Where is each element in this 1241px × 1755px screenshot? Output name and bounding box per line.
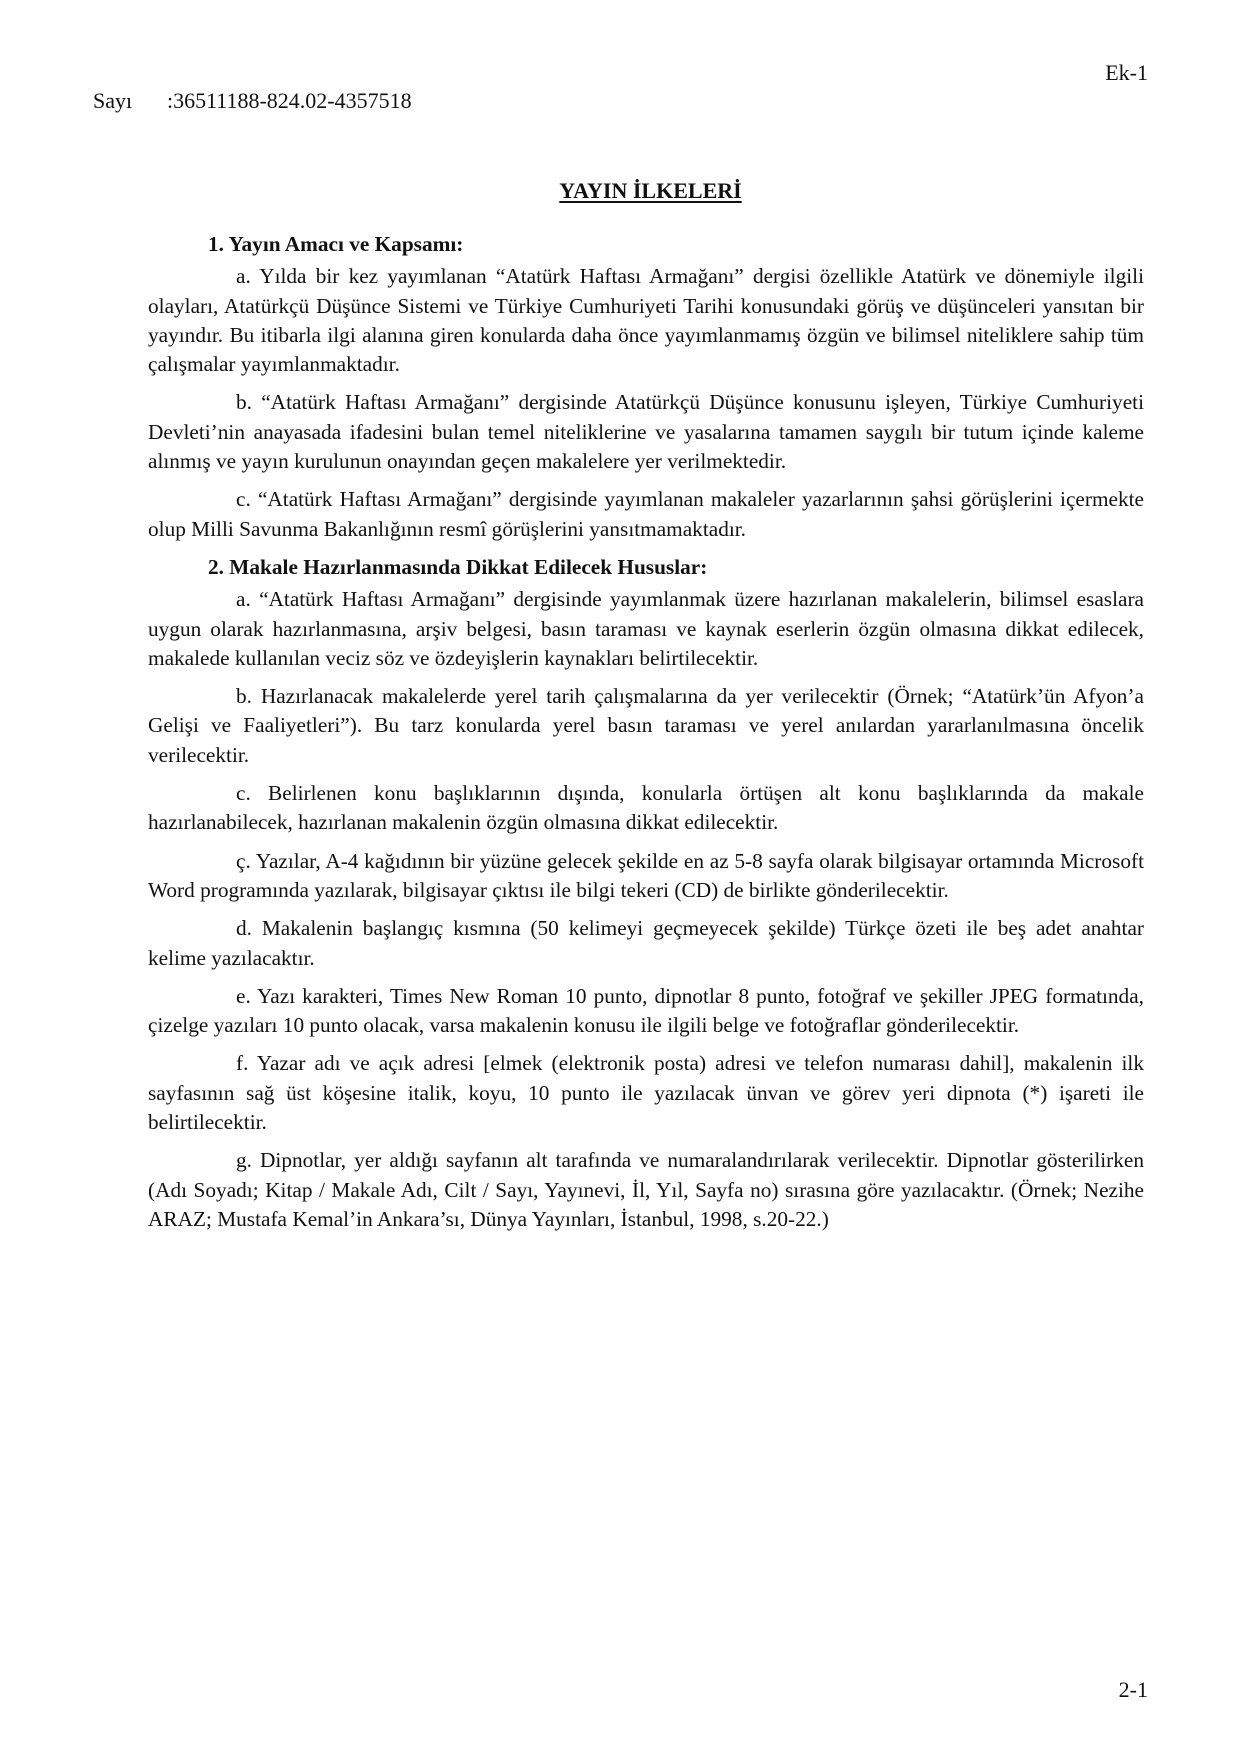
- paragraph: c. Belirlenen konu başlıklarının dışında, konularla örtüşen alt konu başlıklarında da makale hazırlanabilecek, hazırlanan makalenin özgün olmasına dikkat edilecektir.: [148, 781, 1144, 835]
- paragraph: a. Yılda bir kez yayımlanan “Atatürk Haftası Armağanı” dergisi özellikle Atatürk ve dönemiyle ilgili olayları, Atatürkçü Düşünce Sistemi ve Türkiye Cumhuriyeti Tarihi konusundaki görüş ve düşünceleri yansıtan bir yayındır. Bu itibarla ilgi alanına giren konularda daha önce yayımlanmamış özgün ve bilimsel niteliklere sahip tüm çalışmalar yayımlanmaktadır.: [148, 264, 1144, 377]
- document-body: [148, 230, 1144, 1243]
- section-heading: 2. Makale Hazırlanmasında Dikkat Edilecek Hususlar:: [208, 554, 708, 579]
- document-title: YAYIN İLKELERİ: [559, 178, 742, 203]
- section-purpose-scope: [148, 230, 1144, 544]
- paragraph: c. “Atatürk Haftası Armağanı” dergisinde yayımlanan makaleler yazarlarının şahsi görüşlerini içermekte olup Milli Savunma Bakanlığının resmî görüşlerini yansıtmamaktadır.: [148, 487, 1144, 541]
- reference-number: [93, 88, 412, 114]
- paragraph: d. Makalenin başlangıç kısmına (50 kelimeyi geçmeyecek şekilde) Türkçe özeti ile beş adet anahtar kelime yazılacaktır.: [148, 916, 1144, 970]
- annex-label: Ek-1: [1105, 60, 1148, 85]
- paragraph: f. Yazar adı ve açık adresi [elmek (elektronik posta) adresi ve telefon numarası dahil], makalenin ilk sayfasının sağ üst köşesine italik, koyu, 10 punto ile yazılacak ünvan ve görev yeri dipnota (*) işareti ile belirtilecektir.: [148, 1051, 1144, 1135]
- page-number: 2-1: [1118, 1677, 1148, 1702]
- paragraph: b. Hazırlanacak makalelerde yerel tarih çalışmalarına da yer verilecektir (Örnek; “Atatürk’ün Afyon’a Gelişi ve Faaliyetleri”). Bu tarz konularda yerel basın taraması ve yerel anılardan yararlanılmasına öncelik verilecektir.: [148, 684, 1144, 767]
- reference-value: :36511188-824.02-4357518: [167, 88, 412, 113]
- paragraph: a. “Atatürk Haftası Armağanı” dergisinde yayımlanmak üzere hazırlanan makalelerin, bilimsel esaslara uygun olarak hazırlanmasına, arşiv belgesi, basın taraması ve kaynak eserlerin özgün olmasına dikkat edilecek, makalede kullanılan veciz söz ve özdeyişlerin kaynakları belirtilecektir.: [148, 587, 1144, 670]
- reference-label: Sayı: [93, 88, 133, 113]
- paragraph: g. Dipnotlar, yer aldığı sayfanın alt tarafında ve numaralandırılarak verilecektir. Dipnotlar gösterilirken (Adı Soyadı; Kitap / Makale Adı, Cilt / Sayı, Yayınevi, İl, Yıl, Sayfa no) sırasına göre yazılacaktır. (Örnek; Nezihe ARAZ; Mustafa Kemal’in Ankara’sı, Dünya Yayınları, İstanbul, 1998, s.20-22.): [148, 1148, 1144, 1231]
- paragraph: ç. Yazılar, A-4 kağıdının bir yüzüne gelecek şekilde en az 5-8 sayfa olarak bilgisayar ortamında Microsoft Word programında yazılarak, bilgisayar çıktısı ile bilgi tekeri (CD) de birlikte gönderilecektir.: [148, 848, 1144, 902]
- section-article-guidelines: [148, 553, 1144, 1234]
- section-heading: 1. Yayın Amacı ve Kapsamı:: [208, 232, 464, 256]
- paragraph: e. Yazı karakteri, Times New Roman 10 punto, dipnotlar 8 punto, fotoğraf ve şekiller JPEG formatında, çizelge yazıları 10 punto olacak, varsa makalenin konusu ile ilgili belge ve fotoğraflar gönderilecektir.: [148, 983, 1144, 1038]
- paragraph: b. “Atatürk Haftası Armağanı” dergisinde Atatürkçü Düşünce konusunu işleyen, Türkiye Cumhuriyeti Devleti’nin anayasada ifadesini bulan temel niteliklerine ve yasalarına tamamen saygılı bir tutum içinde kaleme alınmış ve yayın kurulunun onayından geçen makalelere yer verilmektedir.: [148, 390, 1144, 474]
